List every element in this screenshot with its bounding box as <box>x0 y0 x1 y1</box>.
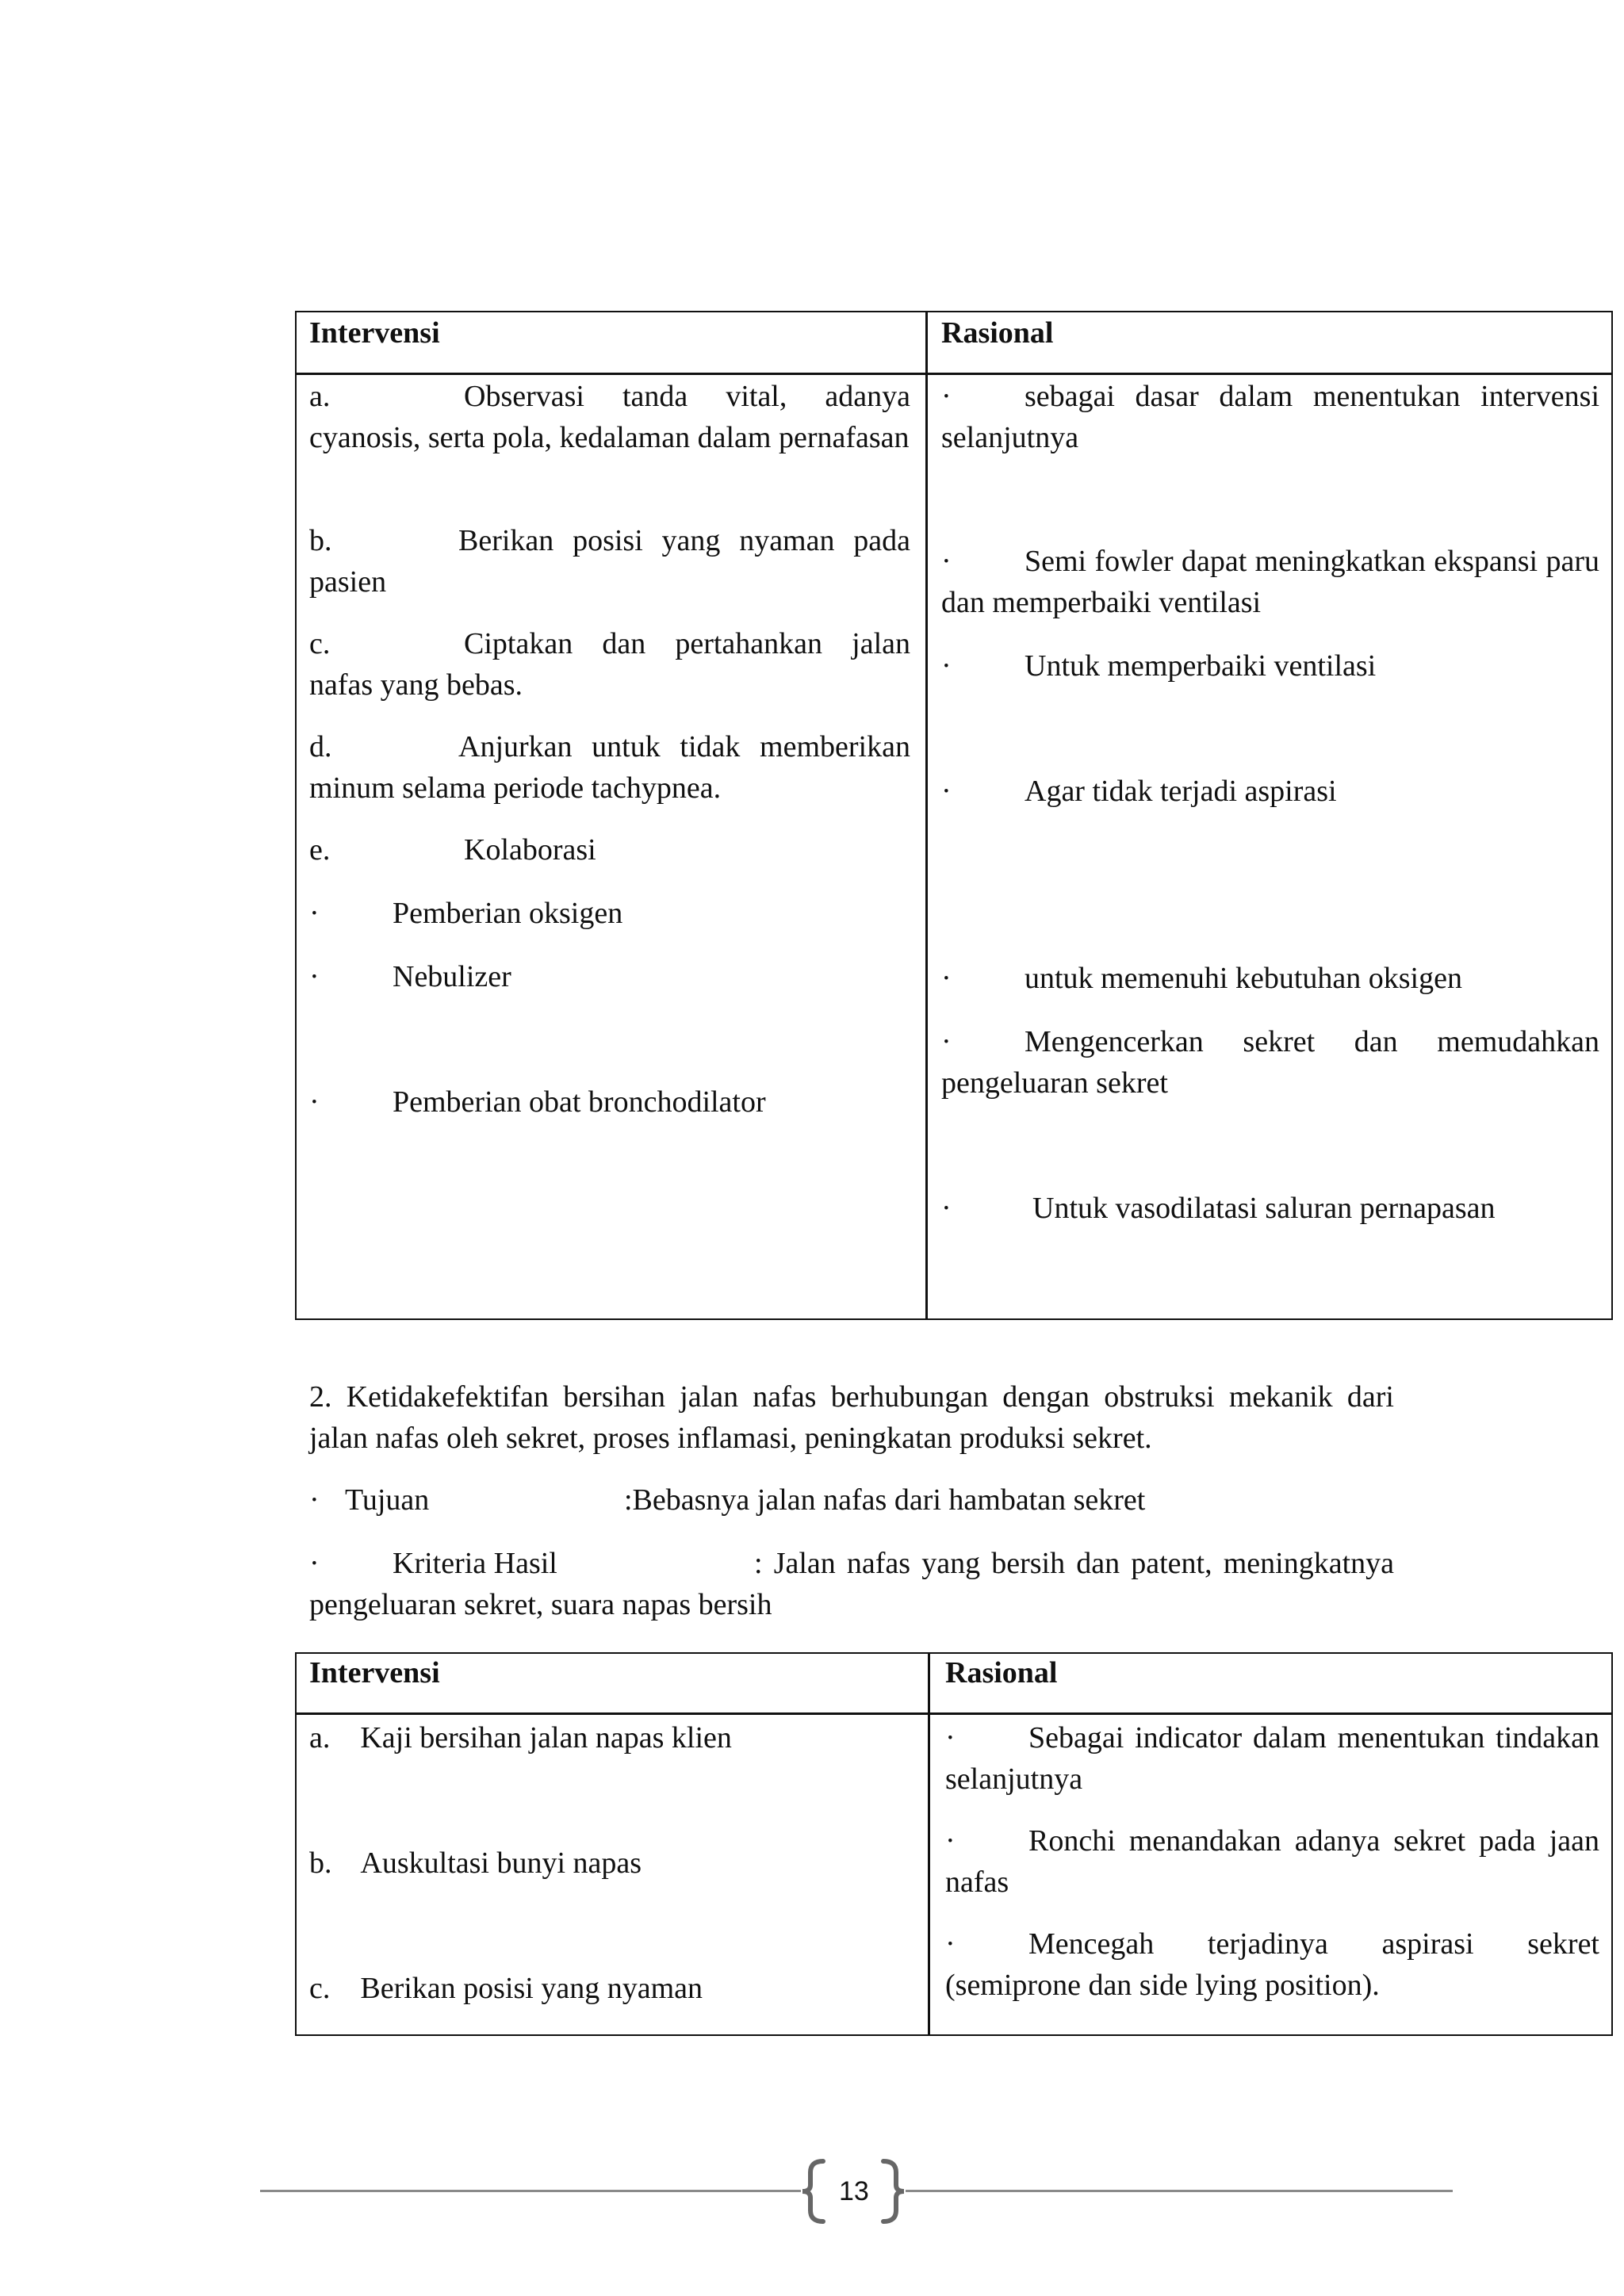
table-1-rasional-5 <box>941 958 1462 999</box>
item-text: Observasi tanda vital, adanya cyanosis, serta pola, kedalaman dalam pernafasan <box>309 380 910 454</box>
table-1-column-divider <box>925 311 928 1320</box>
item-text: Nebulizer <box>393 960 511 993</box>
item-text: sebagai dasar dalam menentukan intervensi selanjutnya <box>941 380 1599 454</box>
kriteria-label: Kriteria Hasil <box>393 1547 557 1580</box>
table-1-intervensi-a <box>309 376 910 458</box>
table-2-rasional-2 <box>945 1820 1599 1903</box>
table-1-header-divider <box>295 373 1613 375</box>
table-1 <box>295 311 1613 1320</box>
bullet: · <box>941 545 952 578</box>
item-text: Untuk vasodilatasi saluran pernapasan <box>1032 1192 1496 1225</box>
item-text: untuk memenuhi kebutuhan oksigen <box>1025 962 1462 995</box>
table-2-header-intervensi: Intervensi <box>309 1656 440 1689</box>
table-2-rasional-1 <box>945 1717 1599 1800</box>
bullet: · <box>945 1927 956 1961</box>
table-1-rasional-3 <box>941 645 1376 687</box>
table-1-intervensi-c <box>309 623 910 706</box>
table-1-intervensi-d <box>309 726 910 809</box>
table-1-intervensi-e <box>309 829 596 871</box>
table-1-rasional-4 <box>941 771 1337 812</box>
table-2-intervensi-b: b. Auskultasi bunyi napas <box>309 1846 642 1880</box>
bullet: · <box>309 897 320 930</box>
right-brace-icon <box>879 2158 907 2225</box>
page-number: 13 <box>839 2176 869 2206</box>
bullet: · <box>309 1085 320 1119</box>
section-2-kriteria <box>309 1543 1394 1625</box>
item-letter: c. <box>309 627 331 660</box>
table-1-intervensi-e2 <box>309 956 511 997</box>
table-2-intervensi-c: c. Berikan posisi yang nyaman <box>309 1972 703 2005</box>
tujuan-label: Tujuan <box>345 1483 430 1517</box>
bullet: · <box>309 1547 320 1580</box>
item-text: Kolaborasi <box>464 833 596 867</box>
bullet: · <box>309 1483 320 1517</box>
item-text: Ronchi menandakan adanya sekret pada jaan nafas <box>945 1824 1599 1899</box>
table-1-rasional-1 <box>941 376 1599 458</box>
table-2-rasional-3 <box>945 1923 1599 2006</box>
table-1-rasional-6 <box>941 1021 1599 1104</box>
item-text: Sebagai indicator dalam menentukan tindakan selanjutnya <box>945 1721 1599 1796</box>
item-letter: d. <box>309 730 332 763</box>
kriteria-text: : Jalan nafas yang bersih dan patent, meningkatnya pengeluaran sekret, suara napas bersih <box>309 1547 1394 1621</box>
bullet: · <box>945 1824 956 1858</box>
item-text: Pemberian oksigen <box>393 897 623 930</box>
table-1-intervensi-e1 <box>309 893 622 934</box>
item-letter: a. <box>309 380 331 413</box>
bullet: · <box>941 380 952 413</box>
bullet: · <box>309 960 320 993</box>
item-text: Anjurkan untuk tidak memberikan minum selama periode tachypnea. <box>309 730 910 805</box>
item-text: Untuk memperbaiki ventilasi <box>1025 649 1377 683</box>
item-text: Ciptakan dan pertahankan jalan nafas yang bebas. <box>309 627 910 702</box>
table-2-intervensi-a: a. Kaji bersihan jalan napas klien <box>309 1721 732 1755</box>
footer-rule-right <box>906 2190 1453 2192</box>
item-text: Agar tidak terjadi aspirasi <box>1025 775 1337 808</box>
item-text: Mencegah terjadinya aspirasi sekret (semiprone dan side lying position). <box>945 1927 1599 2002</box>
section-2-heading: 2. Ketidakefektifan bersihan jalan nafas berhubungan dengan obstruksi mekanik dari jalan nafas oleh sekret, proses inflamasi, peningkatan produksi sekret. <box>309 1380 1394 1455</box>
item-text: Semi fowler dapat meningkatkan ekspansi paru dan memperbaiki ventilasi <box>941 545 1599 619</box>
table-1-header-rasional: Rasional <box>941 316 1054 350</box>
table-2-header-divider <box>295 1712 1613 1715</box>
table-1-intervensi-b <box>309 520 910 603</box>
bullet: · <box>941 962 952 995</box>
left-brace-icon <box>799 2158 828 2225</box>
table-1-header-intervensi: Intervensi <box>309 316 440 350</box>
bullet: · <box>941 1025 952 1058</box>
table-1-rasional-7 <box>941 1188 1496 1229</box>
bullet: · <box>941 775 952 808</box>
item-letter: e. <box>309 833 331 867</box>
bullet: · <box>941 649 952 683</box>
item-letter: b. <box>309 524 332 557</box>
bullet: · <box>945 1721 956 1755</box>
table-1-intervensi-e3 <box>309 1081 766 1123</box>
item-text: Pemberian obat bronchodilator <box>393 1085 766 1119</box>
bullet: · <box>941 1192 952 1225</box>
footer-rule-left <box>260 2190 801 2192</box>
table-1-rasional-2 <box>941 541 1599 623</box>
item-text: Berikan posisi yang nyaman pada pasien <box>309 524 910 599</box>
table-2-header-rasional: Rasional <box>945 1656 1058 1689</box>
tujuan-text: :Bebasnya jalan nafas dari hambatan sekret <box>624 1483 1146 1517</box>
item-text: Mengencerkan sekret dan memudahkan pengeluaran sekret <box>941 1025 1599 1100</box>
section-2-tujuan <box>309 1479 1145 1521</box>
table-2-column-divider <box>928 1652 930 2036</box>
